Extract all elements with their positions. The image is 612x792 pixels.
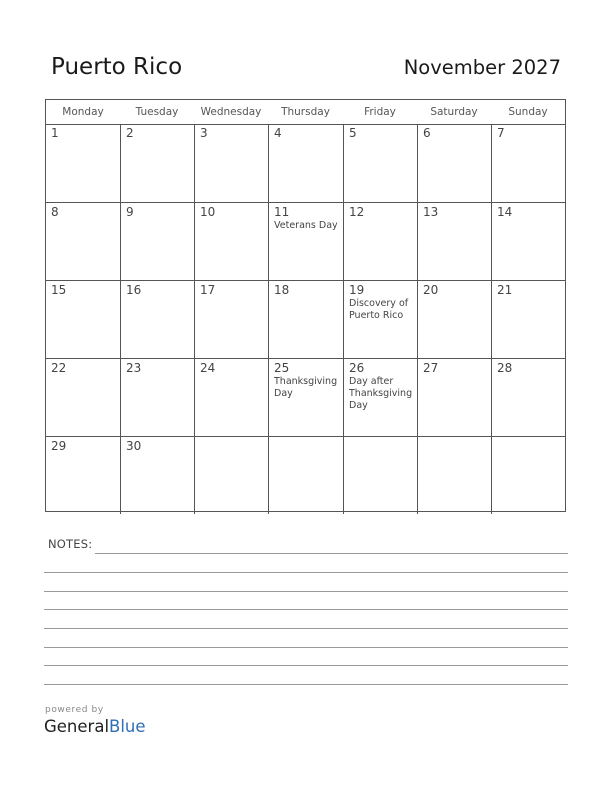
weekday-header: Tuesday [135,106,179,118]
day-cell [268,203,343,280]
calendar-country-title: Puerto Rico [51,54,183,80]
day-number: 1 [51,126,59,140]
day-number: 9 [126,205,134,219]
day-number: 18 [274,283,290,297]
day-cell [194,359,268,436]
day-number: 11 [274,205,290,219]
day-number: 19 [349,283,365,297]
weekday-header: Friday [364,106,396,118]
day-cell [343,359,417,436]
weekday-header: Thursday [281,106,330,118]
day-cell [46,281,120,358]
day-cell [417,203,491,280]
day-number: 17 [200,283,216,297]
day-number: 6 [423,126,431,140]
day-cell [194,124,268,202]
weekday-header-row [46,100,565,125]
day-cell [491,124,565,202]
note-line [44,591,568,592]
day-number: 5 [349,126,357,140]
day-cell [491,281,565,358]
calendar-week-row [46,202,565,280]
brand-general: General [44,717,110,736]
day-number: 10 [200,205,216,219]
calendar-week-row [46,124,565,202]
day-cell [46,437,120,514]
day-cell [491,437,565,514]
day-number: 15 [51,283,67,297]
day-cell [343,281,417,358]
day-number: 20 [423,283,439,297]
day-cell [120,281,194,358]
weekday-header: Wednesday [200,106,262,118]
day-cell [120,203,194,280]
day-cell [268,281,343,358]
day-number: 26 [349,361,365,375]
weekday-header: Sunday [508,106,548,118]
day-cell [120,437,194,514]
note-line [44,665,568,666]
day-number: 8 [51,205,59,219]
day-number: 14 [497,205,513,219]
day-cell [120,359,194,436]
day-number: 3 [200,126,208,140]
day-cell [343,124,417,202]
brand-logo [44,717,146,736]
holiday-label: Day after Thanksgiving Day [349,376,413,411]
day-cell [268,124,343,202]
day-cell [268,437,343,514]
day-cell [46,203,120,280]
day-cell [194,437,268,514]
holiday-label: Veterans Day [274,220,338,231]
note-line [44,628,568,629]
day-cell [343,203,417,280]
day-cell [417,359,491,436]
calendar-week-row [46,280,565,358]
day-number: 2 [126,126,134,140]
day-cell [46,359,120,436]
day-cell [491,203,565,280]
day-number: 23 [126,361,142,375]
day-number: 24 [200,361,216,375]
calendar-week-row [46,436,565,514]
day-number: 21 [497,283,513,297]
note-line [44,647,568,648]
powered-by-text: powered by [45,705,104,715]
day-number: 22 [51,361,67,375]
day-cell [268,359,343,436]
day-cell [46,124,120,202]
calendar-month-title: November 2027 [403,56,561,79]
day-number: 12 [349,205,365,219]
day-number: 27 [423,361,439,375]
day-number: 29 [51,439,67,453]
weekday-header: Saturday [430,106,478,118]
note-line [44,684,568,685]
notes-label: NOTES: [48,537,93,551]
note-line [95,553,568,554]
day-number: 16 [126,283,142,297]
day-number: 13 [423,205,439,219]
note-line [44,572,568,573]
note-line [44,609,568,610]
day-number: 30 [126,439,142,453]
day-cell [417,124,491,202]
day-number: 4 [274,126,282,140]
day-number: 25 [274,361,290,375]
day-cell [194,203,268,280]
weekday-header: Monday [62,106,104,118]
brand-blue: Blue [109,717,146,736]
calendar-week-row [46,358,565,436]
day-cell [343,437,417,514]
calendar-grid [45,99,566,512]
day-cell [194,281,268,358]
day-cell [417,437,491,514]
holiday-label: Discovery of Puerto Rico [349,298,409,321]
day-cell [491,359,565,436]
day-cell [417,281,491,358]
day-cell [120,124,194,202]
day-number: 7 [497,126,505,140]
day-number: 28 [497,361,513,375]
holiday-label: Thanksgiving Day [274,376,338,399]
